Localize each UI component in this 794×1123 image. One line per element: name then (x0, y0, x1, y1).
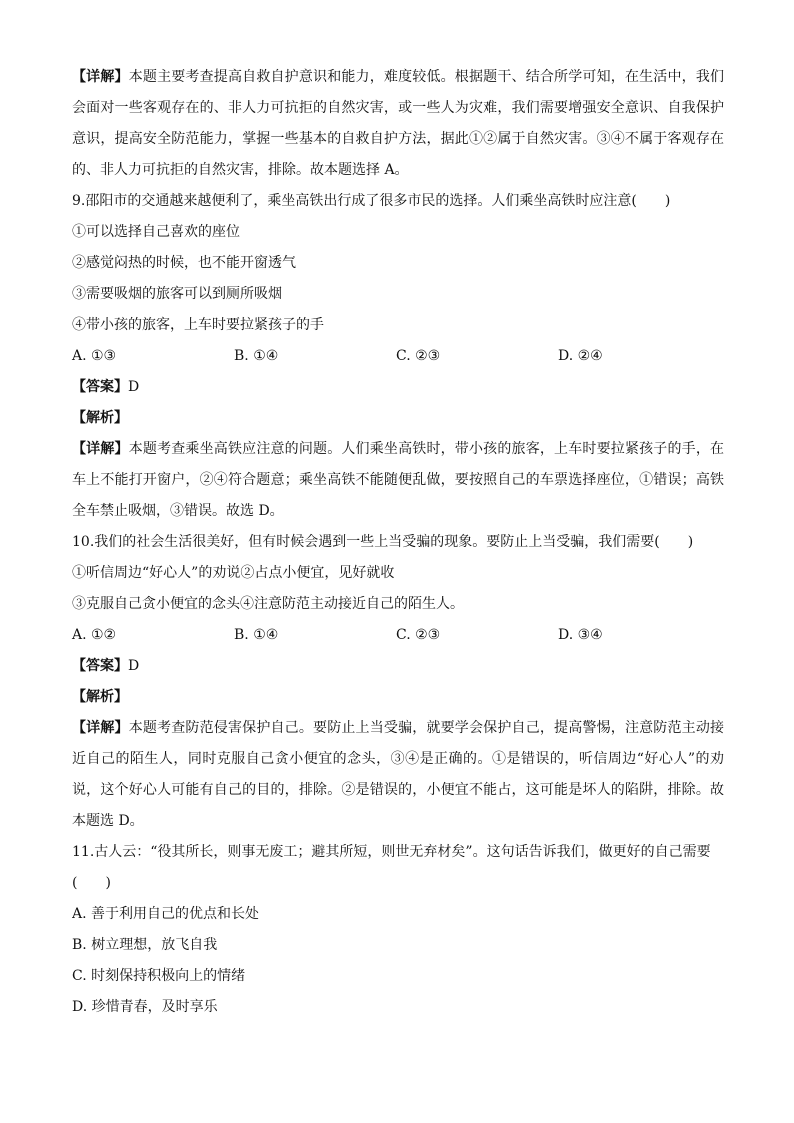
q11-stem-line-2: ( ) (72, 875, 111, 891)
q8-detail-paragraph (72, 62, 724, 186)
q10-item-1: ①听信周边“好心人”的劝说②占点小便宜，见好就收 (72, 565, 395, 581)
q9-option-a: A. ①③ (72, 348, 117, 364)
q9-option-b: B. ①④ (234, 348, 279, 364)
answer-tag: 【答案】 (72, 379, 128, 395)
q9-answer (72, 372, 724, 403)
q9-option-d: D. ②④ (558, 348, 603, 364)
q9-detail-paragraph (72, 434, 724, 527)
q9-detail-text-1: 本题考查乘坐高铁应注意的问题。人们乘坐高铁时，带小孩的旅客，上车时要拉紧孩子的手，在 (128, 441, 724, 457)
q10-analysis-tag: 【解析】 (72, 689, 128, 705)
q10-detail-line-1 (72, 713, 724, 744)
document-page (72, 62, 724, 1023)
q9-options (72, 341, 724, 372)
q10-answer (72, 651, 724, 682)
q8-detail-line-3: 意识，提高安全防范能力，掌握一些基本的自救自护方法，据此①②属于自然灾害。③④不属于客观存在 (72, 131, 724, 147)
q9-detail-line-1 (72, 434, 724, 465)
q9-item-3: ③需要吸烟的旅客可以到厕所吸烟 (72, 286, 282, 302)
q10-stem: 10.我们的社会生活很美好，但有时候会遇到一些上当受骗的现象。要防止上当受骗，我们需要( ) (72, 534, 694, 550)
q10-detail-line-4: 本题选 D。 (72, 813, 144, 829)
q9-item-4: ④带小孩的旅客，上车时要拉紧孩子的手 (72, 317, 324, 333)
detail-tag: 【详解】 (72, 720, 129, 736)
q9-item-2: ②感觉闷热的时候，也不能开窗透气 (72, 255, 296, 271)
q11-option-c: C. 时刻保持积极向上的情绪 (72, 968, 246, 984)
q9-item-1: ①可以选择自己喜欢的座位 (72, 224, 240, 240)
q11-stem-line-1: 11.古人云：“役其所长，则事无废工；避其所短，则世无弃材矣”。这句话告诉我们，做更好的自己需要 (72, 844, 711, 860)
q10-option-d: D. ③④ (558, 627, 603, 643)
q10-detail-paragraph (72, 713, 724, 837)
q11-option-a: A. 善于利用自己的优点和长处 (72, 906, 260, 922)
q10-item-2: ③克服自己贪小便宜的念头④注意防范主动接近自己的陌生人。 (72, 596, 464, 612)
q10-detail-line-3: 说，这个好心人可能有自己的目的，排除。②是错误的，小便宜不能占，这可能是坏人的陷阱，排除。故 (72, 782, 724, 798)
q10-answer-value: D (128, 658, 140, 674)
detail-tag: 【详解】 (72, 69, 129, 85)
detail-tag: 【详解】 (72, 441, 129, 457)
q11-option-d: D. 珍惜青春，及时享乐 (72, 999, 218, 1015)
q9-answer-value: D (128, 379, 140, 395)
q8-detail-line-2: 会面对一些客观存在的、非人力可抗拒的自然灾害，或一些人为灾难，我们需要增强安全意识、自我保护 (72, 100, 724, 116)
q10-option-c: C. ②③ (396, 627, 441, 643)
q10-options (72, 620, 724, 651)
answer-tag: 【答案】 (72, 658, 128, 674)
q8-detail-line-1 (72, 62, 724, 93)
q10-option-b: B. ①④ (234, 627, 279, 643)
q9-detail-line-2: 车上不能打开窗户，②④符合题意；乘坐高铁不能随便乱做，要按照自己的车票选择座位，①错误；高铁 (72, 472, 724, 488)
q9-analysis-tag: 【解析】 (72, 410, 128, 426)
q8-detail-line-4: 的、非人力可抗拒的自然灾害，排除。故本题选择 A。 (72, 162, 409, 178)
q8-detail-text-1: 本题主要考查提高自救自护意识和能力，难度较低。根据题干、结合所学可知，在生活中，我们 (128, 69, 724, 85)
q10-option-a: A. ①② (72, 627, 117, 643)
q9-option-c: C. ②③ (396, 348, 441, 364)
q9-detail-line-3: 全车禁止吸烟，③错误。故选 D。 (72, 503, 284, 519)
q11-option-b: B. 树立理想，放飞自我 (72, 937, 218, 953)
q10-detail-line-2: 近自己的陌生人，同时克服自己贪小便宜的念头，③④是正确的。①是错误的，听信周边“好心人”的劝 (72, 751, 724, 767)
q10-detail-text-1: 本题考查防范侵害保护自己。要防止上当受骗，就要学会保护自己，提高警惕，注意防范主动接 (128, 720, 724, 736)
q9-stem: 9.邵阳市的交通越来越便利了，乘坐高铁出行成了很多市民的选择。人们乘坐高铁时应注意( ) (72, 193, 671, 209)
